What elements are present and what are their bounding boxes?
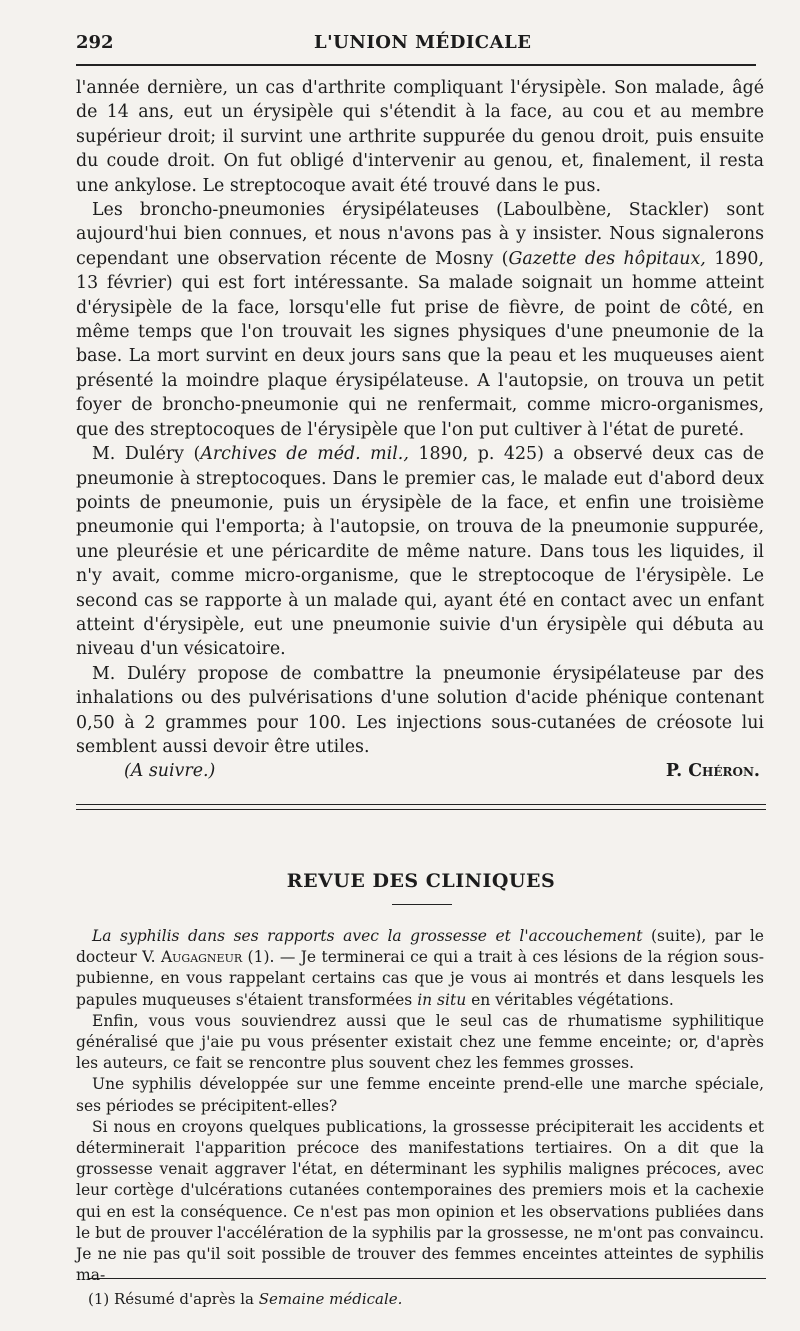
paragraph-text: en véritables végétations.	[466, 990, 674, 1009]
footnote-prefix: (1) Résumé d'après la	[88, 1290, 259, 1308]
paragraph	[76, 1011, 764, 1075]
title-underline	[392, 904, 452, 905]
paragraph	[76, 76, 764, 198]
paragraph-text: Augagneur	[160, 948, 243, 967]
paragraph	[76, 662, 764, 760]
paragraph-text: l'année dernière, un cas d'arthrite compliquant l'érysipèle. Son malade, âgé de 14 ans, eut un érysipèle qui s'étendit à la face, au cou et au membre supérieur droit; il survint une arthrite suppurée du genou droit, puis ensuite du coude droit. On fut obligé d'intervenir au genou, et, finalement, il resta une ankylose. Le streptocoque avait été trouvé dans le pus.	[76, 78, 764, 196]
paragraph	[76, 926, 764, 1011]
journal-title: L'UNION MÉDICALE	[314, 32, 532, 53]
page-header	[76, 28, 766, 64]
paragraph	[76, 442, 764, 662]
page-number: 292	[76, 32, 114, 53]
italic-text: La syphilis dans ses rapports avec la grossesse et l'accouchement	[92, 927, 643, 945]
paragraph-text: Si nous en croyons quelques publications, la grossesse précipiterait les accidents et déterminerait l'apparition précoce des manifestations tertiaires. On a dit que la grossesse venait aggraver l'état, en déterminant les syphilis malignes précoces, avec leur cortège d'ulcérations cutanées contemporaines des premiers mois et la cachexie qui en est la conséquence. Ce n'est pas mon opinion et les observations publiées dans le but de prouver l'accélération de la syphilis par la grossesse, ne m'ont pas convaincu. Je ne nie pas qu'il soit possible de trouver des femmes enceintes atteintes de syphilis ma-	[76, 1117, 764, 1285]
paragraph-text: Les broncho-pneumonies érysipélateuses (Laboulbène, Stackler) sont aujourd'hui bien connues, et nous n'avons pas à y insister. Nous signalerons cependant une observation récente de Mosny (	[76, 200, 764, 269]
italic-text: Gazette des hôpitaux,	[508, 248, 706, 269]
footnote	[88, 1290, 402, 1308]
italic-text: in situ	[417, 990, 467, 1009]
paragraph-text: M. Duléry (	[92, 444, 201, 465]
section-divider	[76, 804, 766, 810]
section-title: REVUE DES CLINIQUES	[286, 870, 556, 892]
paragraph	[76, 1117, 764, 1287]
paragraph-text: M. Duléry propose de combattre la pneumonie érysipélateuse par des inhalations ou des pulvérisations d'une solution d'acide phénique contenant 0,50 à 2 grammes pour 100. Les injections sous-cutanées de créosote lui semblent aussi devoir être utiles.	[76, 663, 764, 757]
article-author: P. Chéron.	[665, 761, 760, 782]
footnote-source: Semaine médicale.	[258, 1290, 403, 1308]
clinic-body	[76, 926, 764, 1286]
footnote-rule	[88, 1278, 766, 1279]
clinic-paragraphs	[76, 926, 764, 1286]
paragraph	[76, 198, 764, 442]
journal-page	[76, 28, 766, 1308]
header-rule	[76, 64, 756, 66]
article-body	[76, 76, 764, 785]
paragraph-text: Enfin, vous vous souviendrez aussi que le seul cas de rhumatisme syphilitique généralisé que j'aie pu vous présenter existait chez une femme enceinte; or, d'après les auteurs, ce fait se rencontre plus souvent chez les femmes grosses.	[76, 1011, 764, 1073]
paragraph-text: 1890, 13 février) qui est fort intéressante. Sa malade soignait un homme atteint d'érysipèle de la face, lorsqu'elle fut prise de fièvre, de point de côté, en même temps que l'on trouvait les signes physiques d'une pneumonie de la base. La mort survint en deux jours sans que la peau et les muqueuses aient présenté la moindre plaque érysipélateuse. A l'autopsie, on trouva un petit foyer de broncho-pneumonie qui ne renfermait, comme micro-organismes, que des streptocoques de l'érysipèle que l'on put cultiver à l'état de pureté.	[76, 248, 764, 440]
paragraph-text: 1890, p. 425) a observé deux cas de pneumonie à streptocoques. Dans le premier cas, le malade eut d'abord deux points de pneumonie, puis un érysipèle de la face, et enfin une troisième pneumonie qui l'emporta; à l'autopsie, on trouva de la pneumonie suppurée, une pleurésie et une péricardite de même nature. Dans tous les liquides, il n'y avait, comme micro-organisme, que le streptocoque de l'érysipèle. Le second cas se rapporte à un malade qui, ayant été en contact avec un enfant atteint d'érysipèle, eut une pneumonie suivie d'un érysipèle qui débuta au niveau d'un vésicatoire.	[76, 444, 765, 660]
to-be-continued: (A suivre.)	[124, 761, 216, 782]
italic-text: Archives de méd. mil.,	[200, 444, 409, 465]
article-signature	[76, 759, 764, 785]
paragraph-text: (suite), par le docteur V.	[76, 927, 764, 967]
paragraph-text: Une syphilis développée sur une femme enceinte prend-elle une marche spéciale, ses périodes se précipitent-elles?	[76, 1075, 764, 1115]
paragraph	[76, 1074, 764, 1116]
article-paragraphs	[76, 76, 764, 759]
paragraph-text: (1). — Je terminerai ce qui a trait à ces lésions de la région sous-pubienne, en vous rappelant certains cas que je vous ai montrés et dans lesquels les papules muqueuses s'étaient transformées	[76, 948, 764, 1009]
